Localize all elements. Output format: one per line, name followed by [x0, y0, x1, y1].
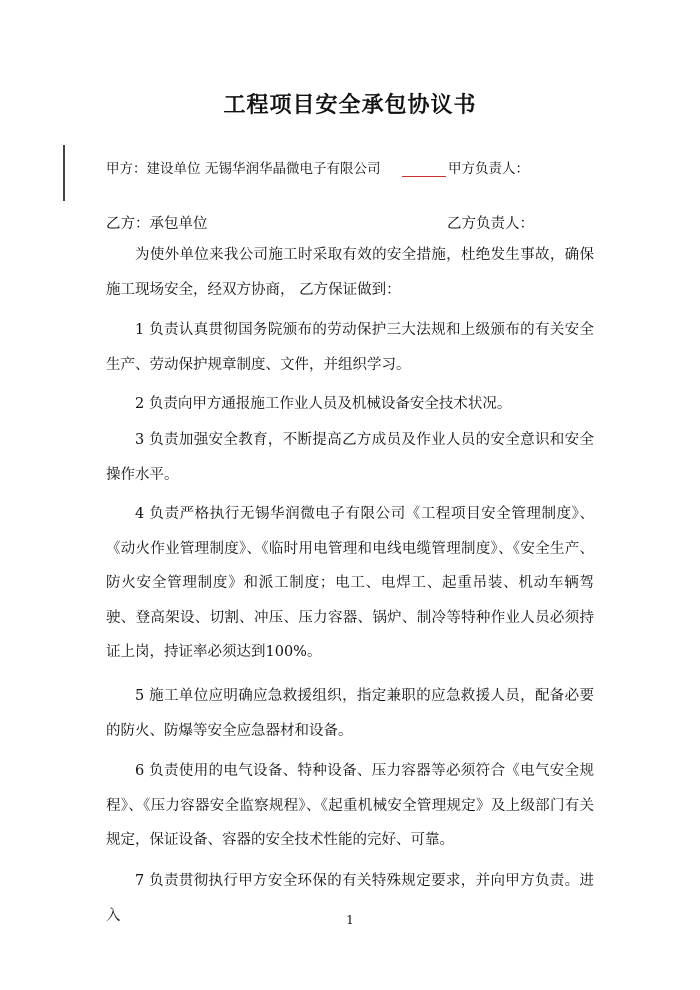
- party-a-company: 无锡华润华晶微电子有限公司: [205, 161, 381, 177]
- party-a-signer-label: 甲方负责人：: [448, 161, 529, 177]
- clause-3: 3 负责加强安全教育，不断提高乙方成员及作业人员的安全意识和安全操作水平。: [106, 432, 594, 483]
- party-b-signer: 乙方负责人：: [447, 216, 534, 232]
- party-a-label: 甲方：建设单位: [106, 161, 201, 177]
- party-a-signer: [402, 157, 529, 177]
- clause-2: 2 负责向甲方通报施工作业人员及机械设备安全技术状况。: [135, 396, 512, 412]
- party-b-label: 乙方：承包单位: [106, 216, 208, 232]
- clause-4: 4 负责严格执行无锡华润微电子有限公司《工程项目安全管理制度》、《动火作业管理制度》、《临时用电管理和电线电缆管理制度》、《安全生产、防火安全管理制度》和派工制度；电工、电焊工、起重吊装、机动车辆驾驶、登高架设、切割、冲压、压力容器、锅炉、制冷等特种作业人员必须持证上岗，持证率必须达到100%。: [106, 506, 594, 660]
- page-number: 1: [346, 913, 354, 927]
- clause-7: 7 负责贯彻执行甲方安全环保的有关特殊规定要求，并向甲方负责。进入: [106, 873, 594, 924]
- clause-6: 6 负责使用的电气设备、特种设备、压力容器等必须符合《电气安全规程》、《压力容器安全监察规程》、《起重机械安全管理规定》及上级部门有关规定，保证设备、容器的安全技术性能的完好、可靠。: [106, 763, 594, 848]
- clause-1: 1 负责认真贯彻国务院颁布的劳动保护三大法规和上级颁布的有关安全生产、劳动保护规章制度、文件，并组织学习。: [106, 322, 594, 373]
- revision-bar: [63, 145, 65, 201]
- intro-paragraph: 为使外单位来我公司施工时采取有效的安全措施，杜绝发生事故，确保施工现场安全，经双方协商， 乙方保证做到：: [106, 247, 594, 298]
- red-underline: [402, 162, 446, 177]
- document-title: 工程项目安全承包协议书: [223, 93, 477, 118]
- clause-5: 5 施工单位应明确应急救援组织，指定兼职的应急救援人员，配备必要的防火、防爆等安全应急器材和设备。: [106, 688, 594, 739]
